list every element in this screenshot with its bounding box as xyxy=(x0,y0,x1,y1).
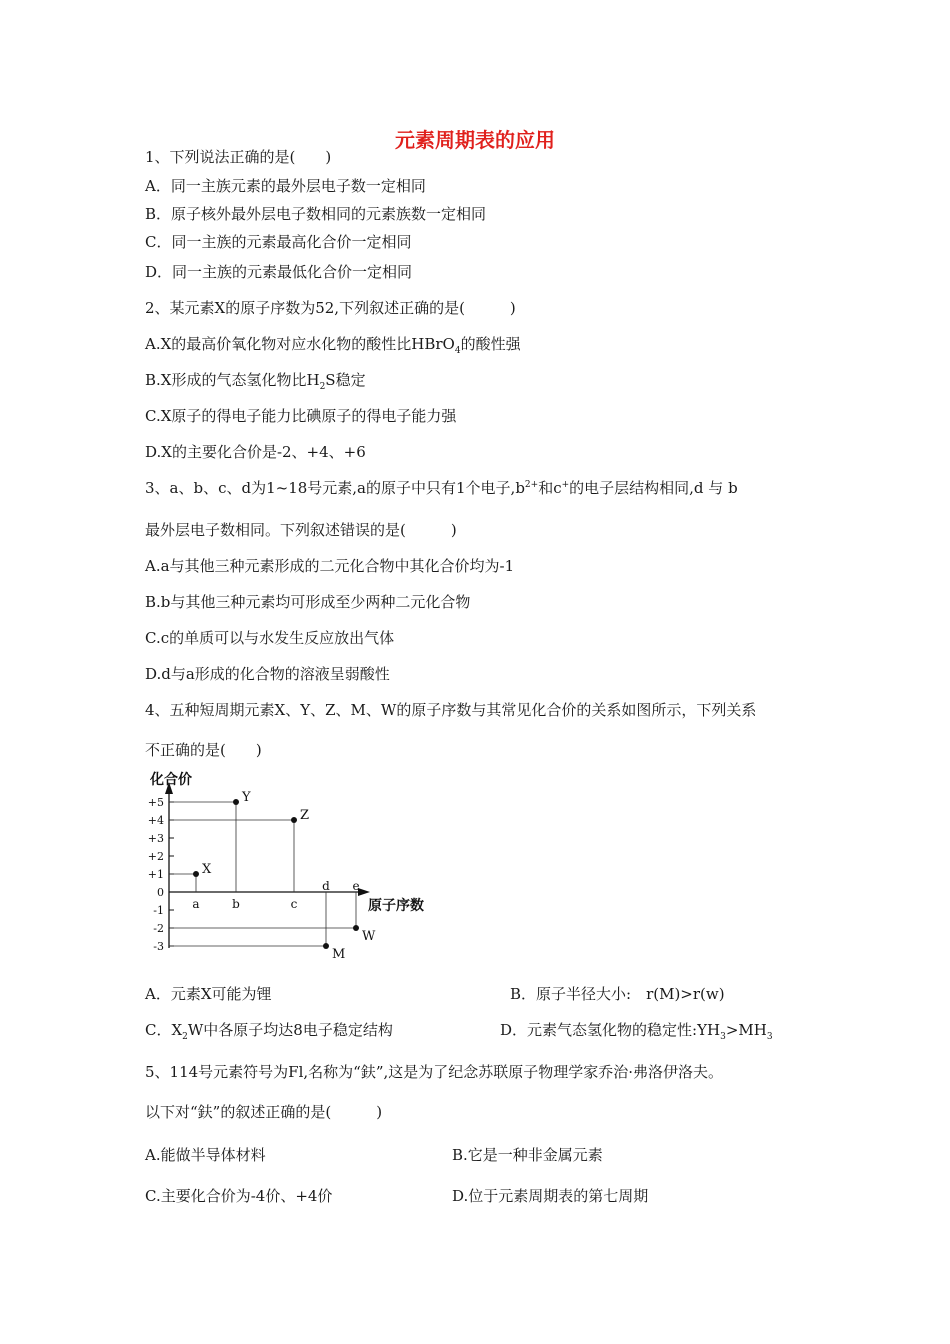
y-tick-label: +5 xyxy=(147,796,164,809)
question-3-option-d: D.d与a形成的化合物的溶液呈弱酸性 xyxy=(145,665,390,683)
question-5-option-c: C.主要化合价为-4价、+4价 xyxy=(145,1187,333,1205)
data-point-label: X xyxy=(202,862,212,877)
question-4-option-d: D．元素气态氢化物的稳定性$:YH_3>MH_3$ xyxy=(500,1021,773,1042)
page-title: 元素周期表的应用 xyxy=(395,128,555,152)
x-axis-arrow xyxy=(358,888,370,896)
question-3-option-b: B.b与其他三种元素均可形成至少两种二元化合物 xyxy=(145,593,471,611)
question-3-stem-line-2: 最外层电子数相同。下列叙述错误的是( ) xyxy=(145,521,457,539)
x-tick-label: c xyxy=(290,897,298,911)
question-5-stem: 5、114号元素符号为Fl,名称为“鈇”,这是为了纪念苏联原子物理学家乔治·弗洛伊洛夫。 xyxy=(145,1063,724,1081)
y-tick-label: -3 xyxy=(153,940,164,953)
question-1-option-a: A．同一主族元素的最外层电子数一定相同 xyxy=(145,177,426,195)
x-tick-label: d xyxy=(322,879,330,893)
question-5-stem-line-2: 以下对“鈇”的叙述正确的是( ) xyxy=(145,1103,383,1121)
question-4-option-c: C．$X_2W$中各原子均达8电子稳定结构 xyxy=(145,1021,393,1042)
y-axis-label: 化合价 xyxy=(150,772,192,788)
x-tick-label: b xyxy=(232,897,240,911)
question-2-option-b: B.X形成的气态氢化物比$H_2S$稳定 xyxy=(145,371,366,392)
data-point xyxy=(353,925,359,931)
question-2-stem: 2、某元素X的原子序数为52,下列叙述正确的是( ) xyxy=(145,299,516,317)
data-point xyxy=(193,871,199,877)
data-point-label: Y xyxy=(242,790,251,805)
valence-chart xyxy=(142,770,442,960)
y-tick-label: -2 xyxy=(153,922,164,935)
data-point xyxy=(323,943,329,949)
question-3-option-c: C.c的单质可以与水发生反应放出气体 xyxy=(145,629,395,647)
data-point xyxy=(291,817,297,823)
question-5-option-b: B.它是一种非金属元素 xyxy=(452,1146,603,1164)
question-4-stem: 4、五种短周期元素X、Y、Z、M、W的原子序数与其常见化合价的关系如图所示，下列关系 xyxy=(145,701,757,719)
y-tick-label: 0 xyxy=(157,886,164,899)
x-tick-label: a xyxy=(192,897,200,911)
question-5-option-d: D.位于元素周期表的第七周期 xyxy=(452,1187,649,1205)
y-tick-label: +4 xyxy=(147,814,164,827)
question-4-stem-line-2: 不正确的是( ) xyxy=(145,741,262,759)
y-tick-label: -1 xyxy=(153,904,164,917)
question-1-option-b: B．原子核外最外层电子数相同的元素族数一定相同 xyxy=(145,205,487,223)
y-tick-label: +1 xyxy=(147,868,164,881)
question-4-option-b: B．原子半径大小: r(M)>r(w) xyxy=(510,985,725,1003)
question-1-option-d: D．同一主族的元素最低化合价一定相同 xyxy=(145,263,413,281)
question-3-option-a: A.a与其他三种元素形成的二元化合物中其化合价均为-1 xyxy=(145,557,515,575)
data-point-label: Z xyxy=(300,808,310,823)
x-tick-label: e xyxy=(352,879,360,893)
question-2-option-d: D.X的主要化合价是-2、+4、+6 xyxy=(145,443,366,461)
question-1-stem: 1、下列说法正确的是( ) xyxy=(145,148,332,166)
question-1-option-c: C．同一主族的元素最高化合价一定相同 xyxy=(145,233,412,251)
data-point-label: M xyxy=(332,947,346,960)
y-tick-label: +2 xyxy=(147,850,164,863)
question-2-option-c: C.X原子的得电子能力比碘原子的得电子能力强 xyxy=(145,407,457,425)
data-point-label: W xyxy=(362,929,376,944)
x-axis-label: 原子序数 xyxy=(368,898,424,914)
question-4-option-a: A．元素X可能为锂 xyxy=(145,985,272,1003)
y-tick-label: +3 xyxy=(147,832,164,845)
question-2-option-a: A.X的最高价氧化物对应水化物的酸性比HBrO$_4$的酸性强 xyxy=(145,335,521,356)
data-point xyxy=(233,799,239,805)
question-3-stem: 3、a、b、c、d为1~18号元素,a的原子中只有1个电子$,b^{2+}$和c+的电子层结构相同,d 与 b xyxy=(145,479,738,497)
question-5-option-a: A.能做半导体材料 xyxy=(145,1146,266,1164)
